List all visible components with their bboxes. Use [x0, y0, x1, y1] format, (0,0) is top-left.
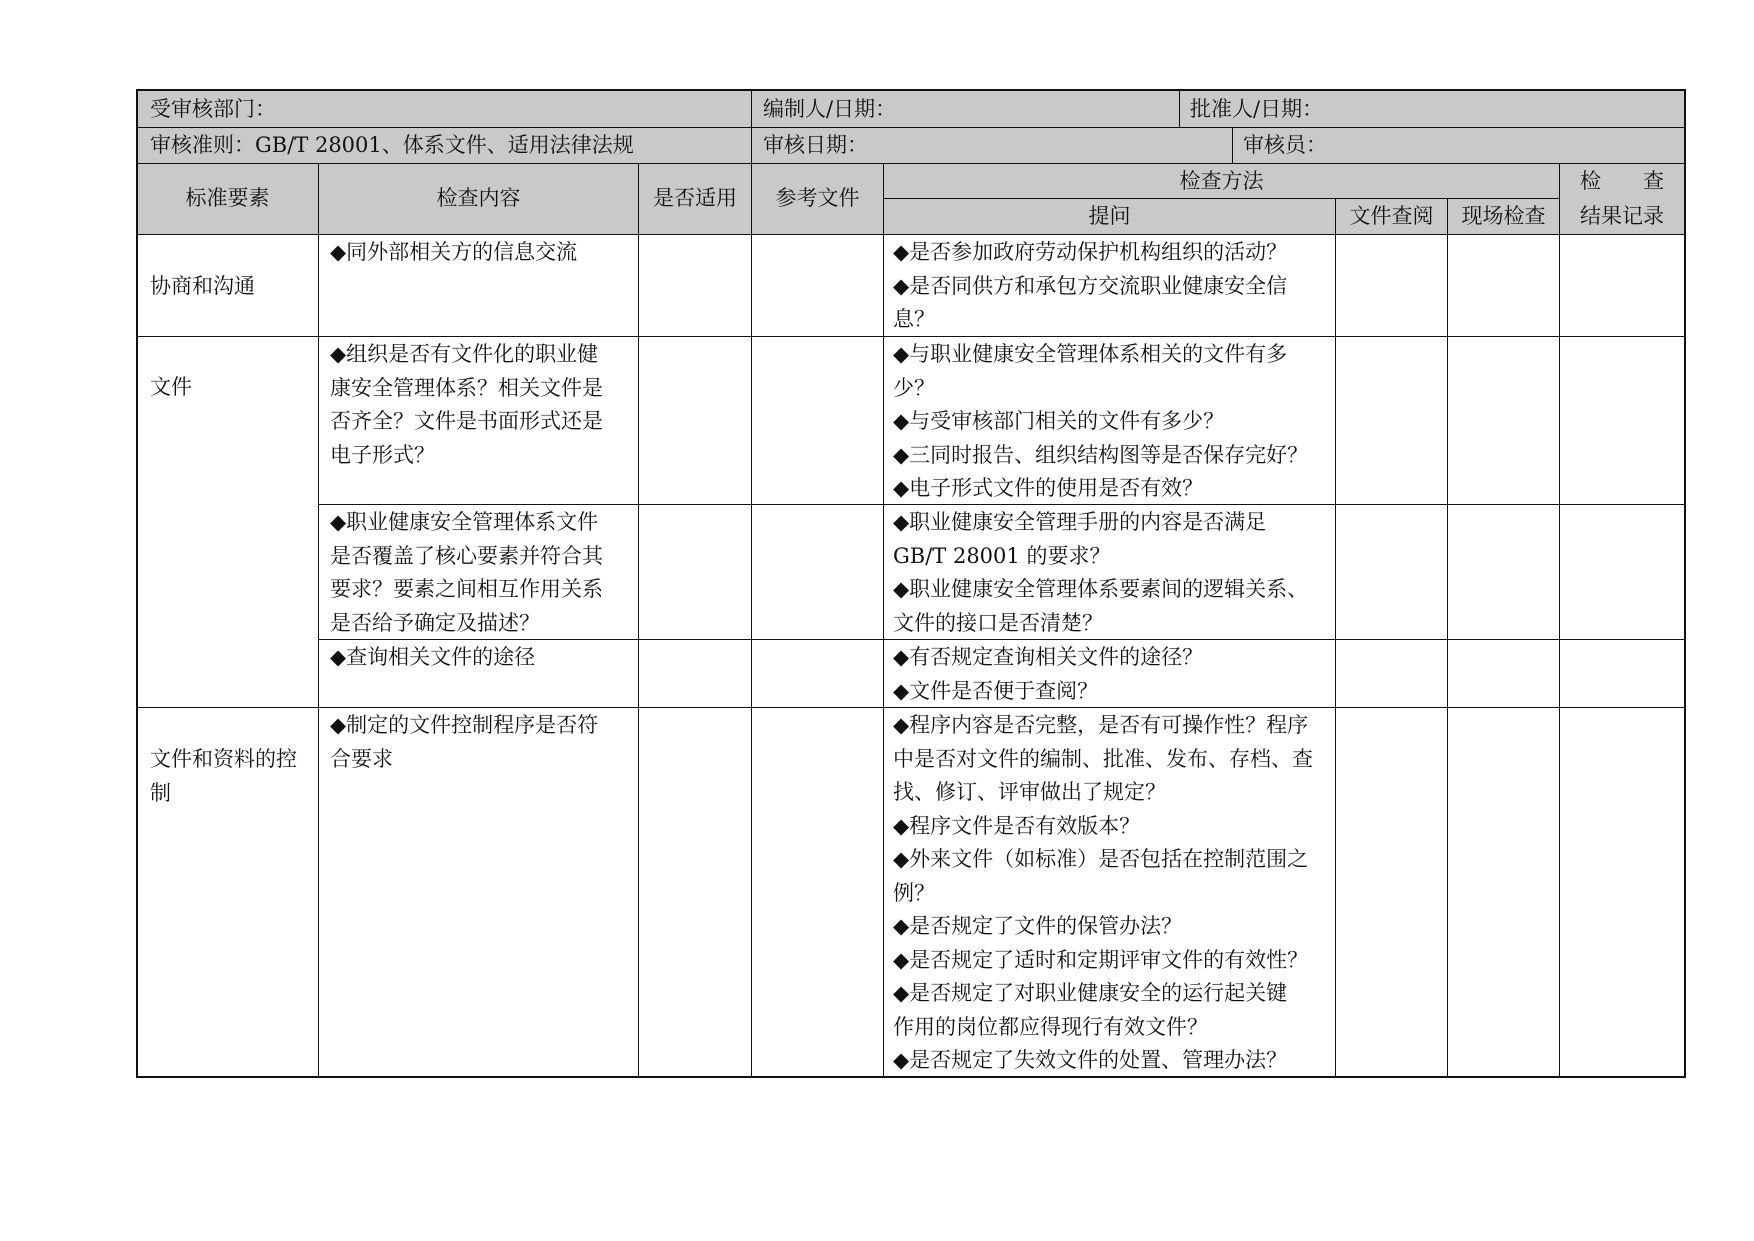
row-1-questions	[893, 236, 1287, 337]
table-left-border	[136, 89, 138, 1078]
row-2-element-line: 文件	[150, 375, 192, 399]
row-2-question-line: ◆电子形式文件的使用是否有效？	[893, 476, 1204, 500]
row-1-question-line: ◆是否参加政府劳动保护机构组织的活动？	[893, 240, 1288, 264]
rule-v-318	[318, 163, 319, 1077]
compiler-date-label: 编制人/日期：	[763, 97, 897, 121]
header-row-1-bg	[136, 90, 1685, 127]
row-3-content-line: ◆职业健康安全管理体系文件	[330, 510, 599, 534]
row-5-content	[330, 709, 598, 776]
row-1-question-line: ◆是否同供方和承包方交流职业健康安全信	[893, 273, 1288, 298]
row-3-question-line: GB/T 28001 的要求？	[893, 543, 1111, 568]
row-3-content-line: 要求？要素之间相互作用关系	[330, 577, 603, 601]
column-header-result-line2: 结果记录	[1580, 204, 1664, 228]
audited-department-label: 受审核部门：	[150, 97, 276, 121]
rule-h-234	[136, 234, 1686, 235]
row-5-question-line: ◆是否规定了文件的保管办法？	[893, 914, 1183, 938]
row-5-content-line: 合要求	[330, 746, 393, 771]
row-2-question-line: ◆与职业健康安全管理体系相关的文件有多	[893, 342, 1288, 366]
table-right-border	[1684, 89, 1686, 1078]
column-header-element: 标准要素	[185, 186, 270, 210]
rule-v-1559	[1559, 163, 1560, 1077]
row-5-element	[150, 743, 297, 810]
row-1-content	[330, 236, 577, 270]
row-2-content-line: ◆组织是否有文件化的职业健	[330, 342, 599, 366]
column-header-doc-review: 文件查阅	[1349, 204, 1434, 228]
row-5-questions	[893, 709, 1313, 1078]
row-3-questions	[893, 506, 1308, 640]
rule-v-1232	[1232, 127, 1233, 163]
row-5-question-line: ◆是否规定了失效文件的处置、管理办法？	[893, 1048, 1288, 1072]
row-1-element	[150, 270, 255, 304]
auditor-label: 审核员：	[1243, 133, 1327, 157]
row-2-element	[150, 371, 192, 405]
row-5-question-line: ◆外来文件（如标准）是否包括在控制范围之	[893, 847, 1309, 871]
row-5-question-line: ◆程序文件是否有效版本？	[893, 813, 1141, 838]
row-4-question-line: ◆有否规定查询相关文件的途径？	[893, 645, 1204, 669]
rule-v-883	[883, 163, 884, 1077]
row-3-question-line: ◆职业健康安全管理体系要素间的逻辑关系、	[893, 577, 1309, 601]
row-2-questions	[893, 338, 1308, 506]
row-3-content-line: 是否覆盖了核心要素并符合其	[330, 543, 603, 568]
rule-v-751	[751, 89, 752, 1077]
row-5-question-line: 作用的岗位都应得现行有效文件？	[893, 1014, 1208, 1039]
rule-v-638	[638, 163, 639, 1077]
column-header-site-check: 现场检查	[1461, 204, 1546, 228]
table-top-border	[136, 89, 1686, 91]
row-4-content	[330, 641, 535, 675]
row-2-content-line: 康安全管理体系？相关文件是	[330, 375, 603, 400]
approver-date-label: 批准人/日期：	[1190, 97, 1324, 121]
column-header-applicable: 是否适用	[653, 186, 737, 210]
row-3-content	[330, 506, 603, 640]
column-header-content: 检查内容	[436, 186, 521, 210]
row-2-question-line: ◆三同时报告、组织结构图等是否保存完好？	[893, 442, 1309, 467]
row-3-content-line: 是否给予确定及描述？	[330, 610, 540, 635]
row-5-question-line: 中是否对文件的编制、批准、发布、存档、查	[893, 746, 1313, 771]
row-5-question-line: ◆程序内容是否完整，是否有可操作性？程序	[893, 713, 1309, 737]
column-header-method: 检查方法	[1179, 169, 1264, 193]
audit-criteria-label: 审核准则：GB/T 28001、体系文件、适用法律法规	[150, 133, 634, 157]
row-2-content-line: 否齐全？文件是书面形式还是	[330, 409, 603, 433]
row-5-element-line: 文件和资料的控	[150, 747, 297, 771]
rule-v-1335	[1335, 198, 1336, 1077]
row-5-question-line: ◆是否规定了对职业健康安全的运行起关键	[893, 981, 1288, 1005]
row-5-element-line: 制	[150, 780, 171, 805]
row-5-question-line: ◆是否规定了适时和定期评审文件的有效性？	[893, 947, 1309, 972]
rule-h-163	[136, 163, 1686, 164]
row-4-questions	[893, 641, 1203, 708]
row-1-content-line: ◆同外部相关方的信息交流	[330, 240, 578, 264]
row-2-content	[330, 338, 603, 472]
row-4-question-line: ◆文件是否便于查阅？	[893, 678, 1099, 703]
column-header-reference: 参考文件	[775, 186, 860, 210]
rule-v-1447	[1447, 198, 1448, 1077]
row-1-question-line: 息？	[893, 307, 935, 331]
row-1-element-line: 协商和沟通	[150, 274, 255, 298]
column-header-result-line1: 检 查	[1580, 169, 1664, 193]
column-header-question: 提问	[1088, 204, 1131, 228]
row-5-question-line: 找、修订、评审做出了规定？	[893, 780, 1166, 804]
row-4-content-line: ◆查询相关文件的途径	[330, 645, 536, 669]
row-2-question-line: ◆与受审核部门相关的文件有多少？	[893, 409, 1225, 433]
row-5-content-line: ◆制定的文件控制程序是否符	[330, 713, 599, 737]
row-5-question-line: 例？	[893, 880, 935, 905]
audit-date-label: 审核日期：	[763, 133, 868, 157]
row-2-question-line: 少？	[893, 375, 935, 400]
row-3-question-line: 文件的接口是否清楚？	[893, 610, 1103, 635]
rule-v-1179	[1179, 89, 1180, 127]
row-2-content-line: 电子形式？	[330, 442, 435, 467]
rule-h-127	[136, 127, 1686, 128]
row-3-question-line: ◆职业健康安全管理手册的内容是否满足	[893, 510, 1267, 534]
